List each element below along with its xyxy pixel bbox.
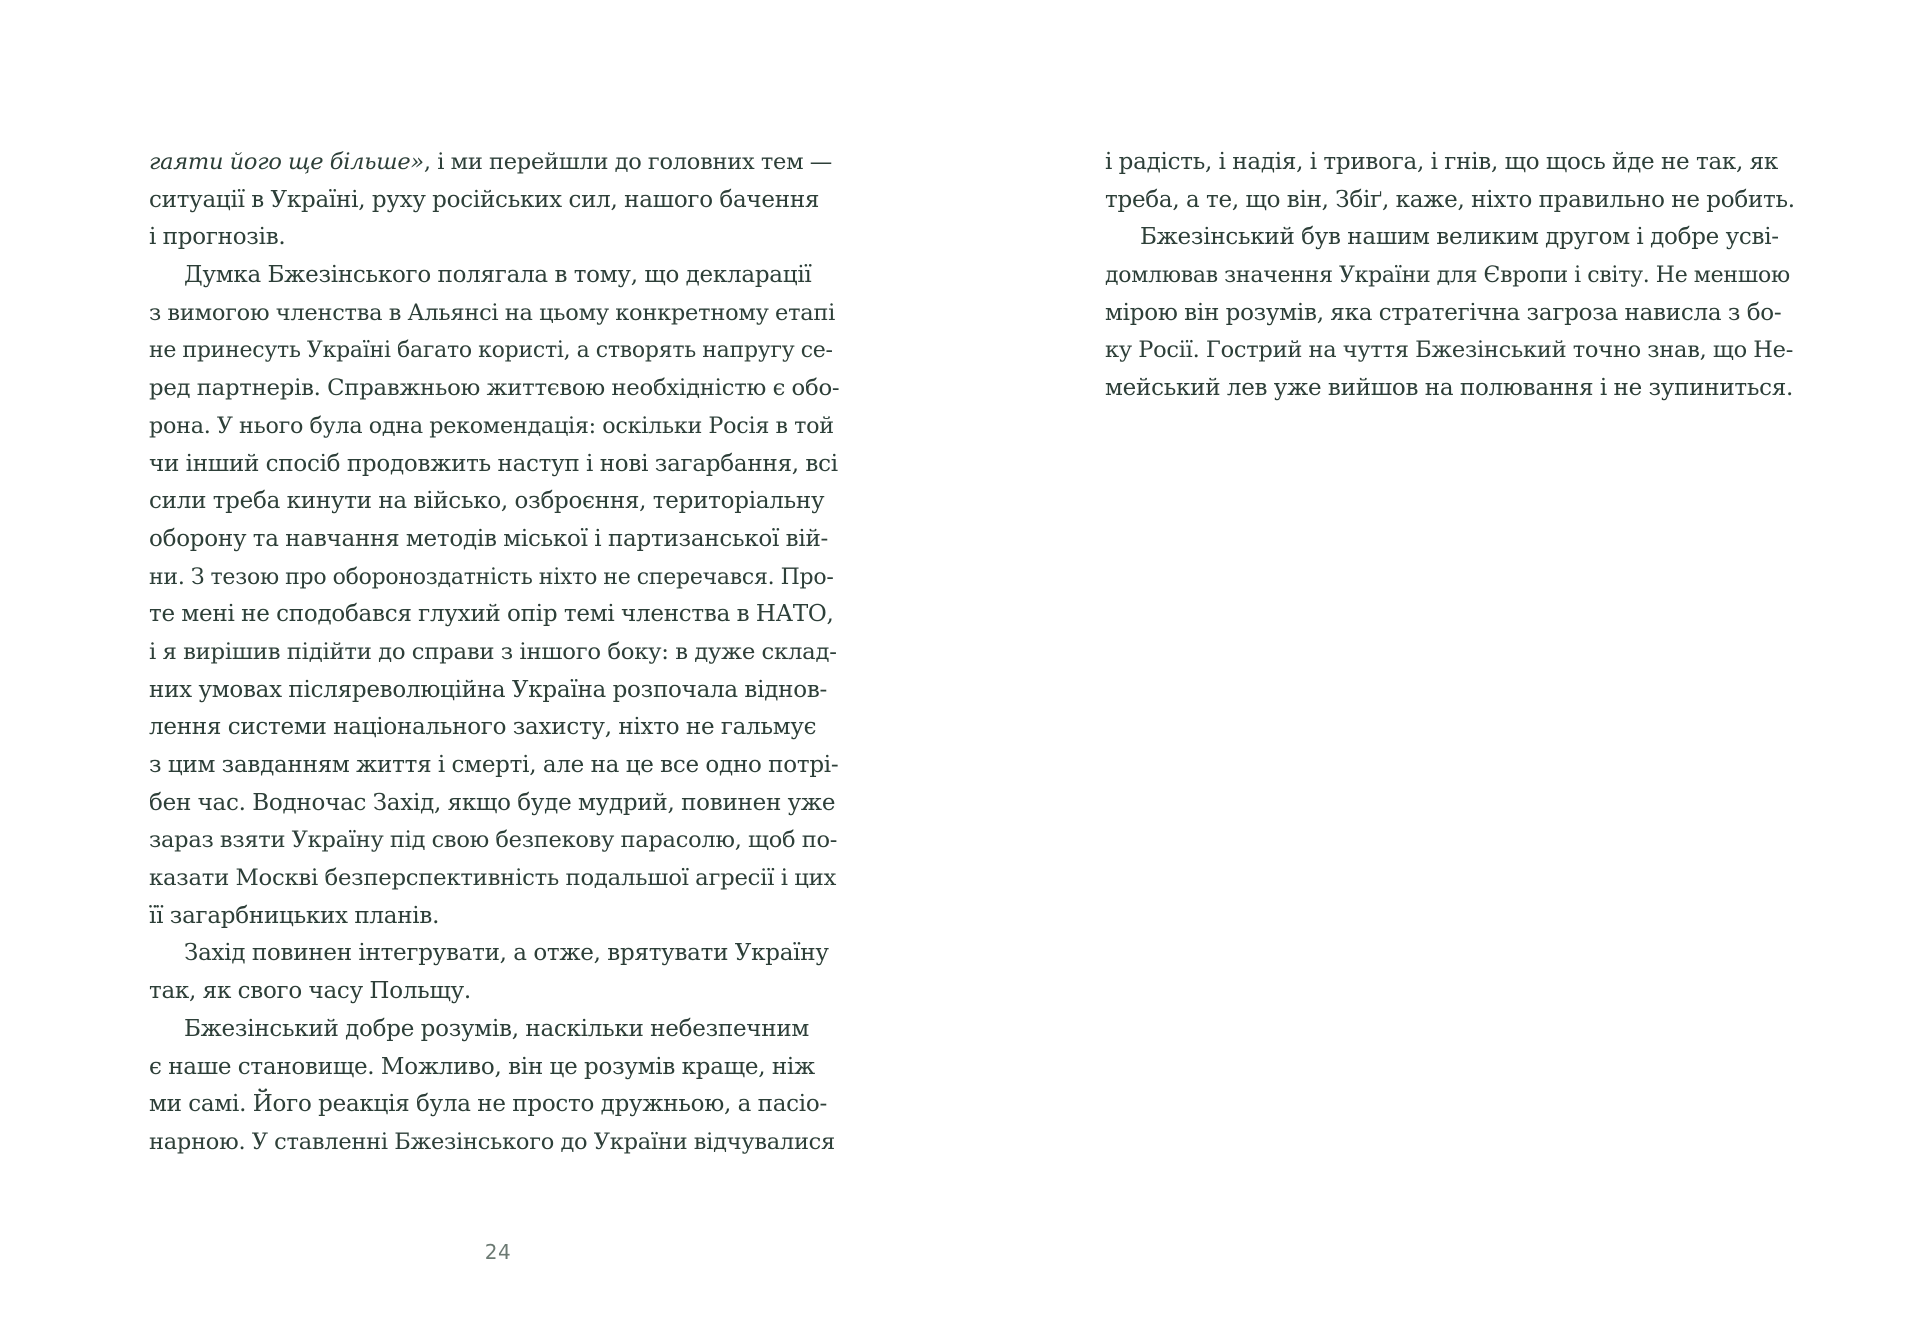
text-line: так, як свого часу Польщу. <box>149 978 471 1005</box>
text-line: і прогнозів. <box>149 224 286 251</box>
text-line: ку Росії. Гострий на чуття Бжезінський точно знав, що Не- <box>1105 337 1794 364</box>
text-line: бен час. Водночас Захід, якщо буде мудрий, повинен уже <box>149 789 836 816</box>
text-line: домлював значення України для Європи і світу. Не меншою <box>1105 263 1790 289</box>
paragraph-start-line: Бжезінський добре розумів, наскільки небезпечним <box>184 1015 810 1042</box>
text-line: ми самі. Його реакція була не просто дружньою, а пасіо- <box>149 1091 828 1118</box>
text-line <box>149 144 839 182</box>
text-line: оборону та навчання методів міської і партизанської вій- <box>149 525 829 552</box>
text-line: рона. У нього була одна рекомендація: оскільки Росія в той <box>149 412 834 439</box>
text-line: є наше становище. Можливо, він це розумів краще, ніж <box>149 1053 815 1080</box>
text-line: мейський лев уже вийшов на полювання і не зупиниться. <box>1105 375 1794 402</box>
text-line: них умовах післяреволюційна Україна розпочала віднов- <box>149 676 828 703</box>
text-line: не принесуть Україні багато користі, а створять напругу се- <box>149 338 833 364</box>
text-line: мірою він розумів, яка стратегічна загроза нависла з бо- <box>1105 299 1782 326</box>
right-page <box>960 0 1920 1324</box>
text-line: і радість, і надія, і тривога, і гнів, що щось йде не так, як <box>1105 149 1779 175</box>
paragraph-start-line: Захід повинен інтегрувати, а отже, врятувати Україну <box>184 940 829 967</box>
text-line: ред партнерів. Справжньою життєвою необхідністю є обо- <box>149 375 840 402</box>
paragraph-start-line: Бжезінський був нашим великим другом і добре усві- <box>1140 224 1779 251</box>
text-line: ни. З тезою про обороноздатність ніхто не сперечався. Про- <box>149 564 834 590</box>
text-line: чи інший спосіб продовжить наступ і нові загарбання, всі <box>149 450 838 477</box>
text-line: нарною. У ставленні Бжезінського до України відчувалися <box>149 1128 835 1155</box>
text-line: сили треба кинути на військо, озброєння, територіальну <box>149 488 825 515</box>
text-line: і я вирішив підійти до справи з іншого боку: в дуже склад- <box>149 638 837 665</box>
text-line: з цим завданням життя і смерті, але на це все одно потрі- <box>149 752 839 778</box>
line-text: , і ми перейшли до головних тем — <box>423 149 833 175</box>
text-line: казати Москві безперспективність подальшої агресії і цих <box>149 865 837 892</box>
italic-quote: гаяти його ще більше» <box>149 149 424 175</box>
text-line: те мені не сподобався глухий опір темі членства в НАТО, <box>149 601 834 628</box>
paragraph-start-line: Думка Бжезінського полягала в тому, що декларації <box>184 262 812 289</box>
text-line: ситуації в Україні, руху російських сил, нашого бачення <box>149 186 820 213</box>
text-line: треба, а те, що він, Збіґ, каже, ніхто правильно не робить. <box>1105 186 1795 213</box>
text-line: з вимогою членства в Альянсі на цьому конкретному етапі <box>149 299 836 326</box>
page-number: 24 <box>484 1240 512 1264</box>
text-line: її загарбницьких планів. <box>149 902 440 929</box>
right-page-text <box>1105 144 1795 408</box>
text-line: лення системи національного захисту, ніхто не гальмує <box>149 714 817 741</box>
text-line: зараз взяти Україну під свою безпекову парасолю, щоб по- <box>149 827 838 854</box>
left-page-text <box>149 144 839 1162</box>
